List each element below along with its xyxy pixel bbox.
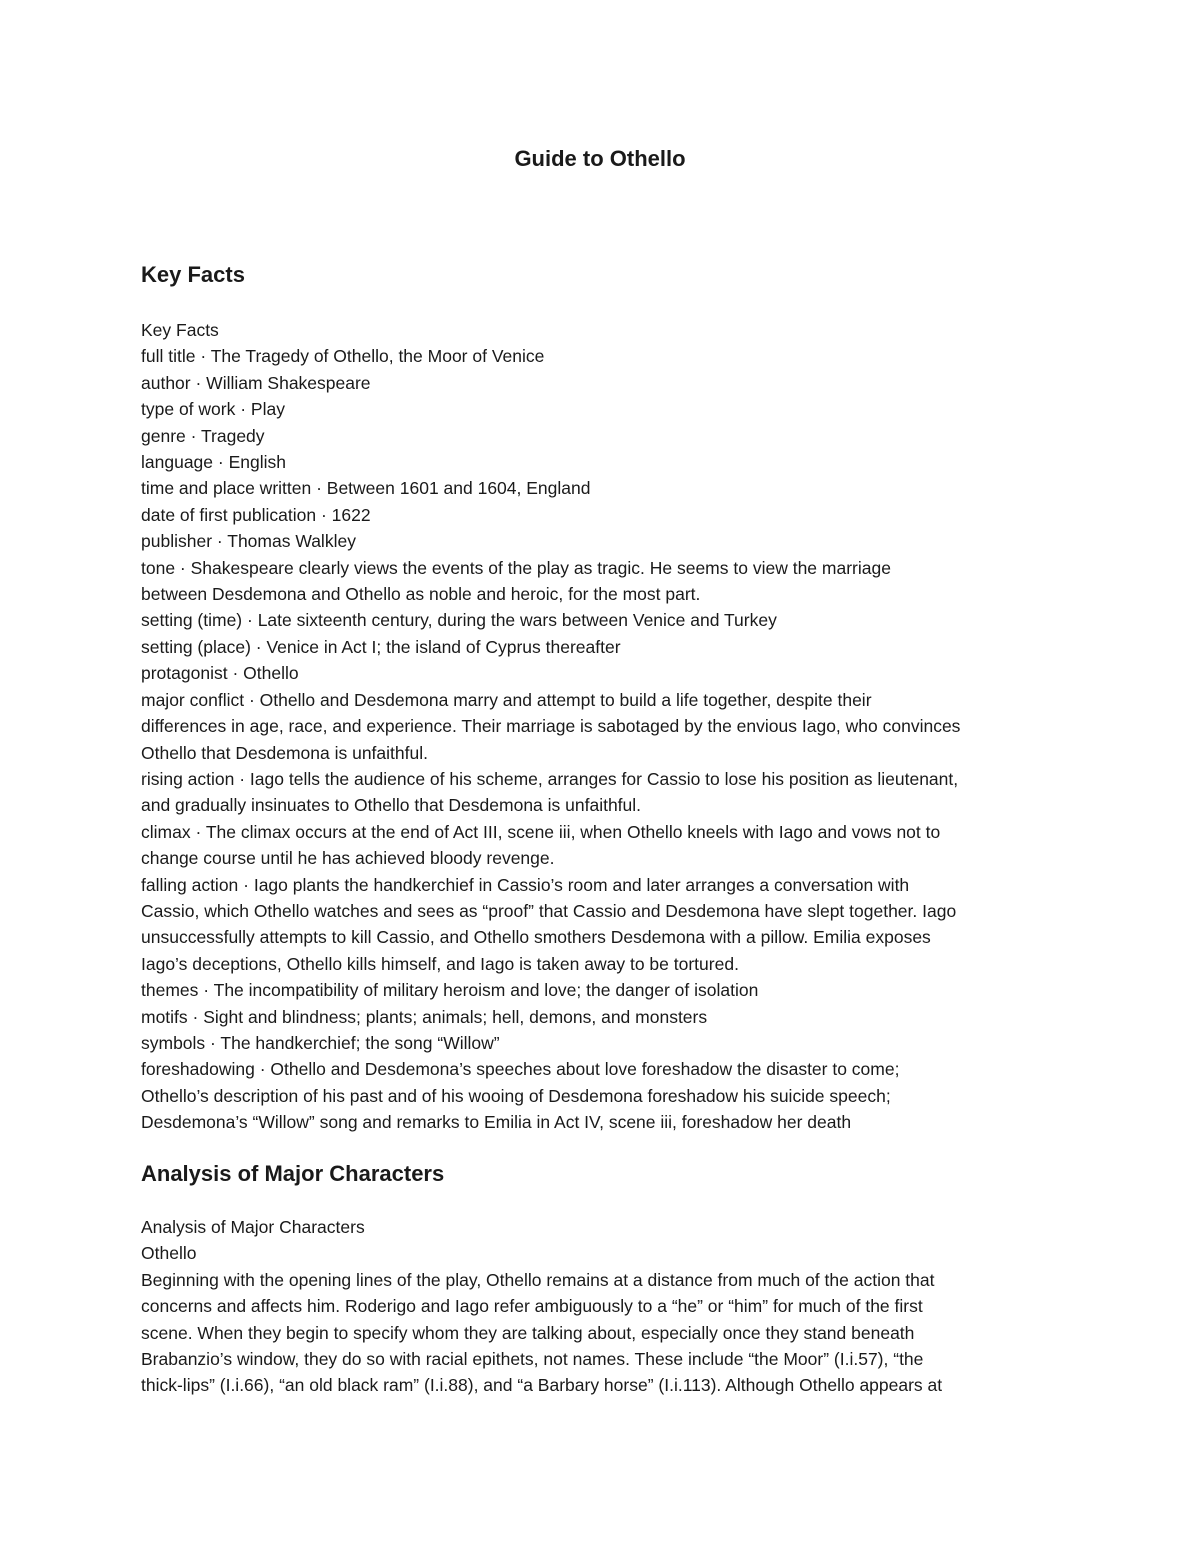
key-facts-line: setting (time) · Late sixteenth century, during the wars between Venice and Turkey: [141, 610, 777, 631]
analysis-line: thick-lips” (I.i.66), “an old black ram” (I.i.88), and “a Barbary horse” (I.i.113). Although Othello appears at: [141, 1375, 943, 1396]
key-facts-line: differences in age, race, and experience. Their marriage is sabotaged by the envious Iago, who convinces: [141, 716, 961, 737]
key-facts-line: symbols · The handkerchief; the song “Willow”: [141, 1032, 500, 1053]
key-facts-line: protagonist · Othello: [141, 663, 299, 684]
key-facts-line: unsuccessfully attempts to kill Cassio, and Othello smothers Desdemona with a pillow. Emilia exposes: [141, 927, 931, 948]
key-facts-line: date of first publication · 1622: [141, 504, 371, 525]
key-facts-line: Cassio, which Othello watches and sees as “proof” that Cassio and Desdemona have slept together. Iago: [141, 900, 957, 921]
analysis-subheading: Analysis of Major Characters: [141, 1217, 365, 1237]
key-facts-line: themes · The incompatibility of military heroism and love; the danger of isolation: [141, 980, 759, 1001]
analysis-line: Beginning with the opening lines of the play, Othello remains at a distance from much of the action that: [141, 1269, 935, 1290]
key-facts-line: Key Facts: [141, 320, 219, 340]
key-facts-line: change course until he has achieved bloody revenge.: [141, 848, 555, 869]
key-facts-line: Othello that Desdemona is unfaithful.: [141, 742, 428, 763]
key-facts-heading: Key Facts: [141, 262, 245, 287]
analysis-body: [141, 1214, 1076, 1399]
key-facts-line: setting (place) · Venice in Act I; the island of Cyprus thereafter: [141, 636, 621, 657]
key-facts-line: falling action · Iago plants the handkerchief in Cassio’s room and later arranges a conversation with: [141, 874, 910, 895]
analysis-line: concerns and affects him. Roderigo and Iago refer ambiguously to a “he” or “him” for much of the first: [141, 1296, 923, 1317]
character-name: Othello: [141, 1243, 197, 1264]
analysis-line: scene. When they begin to specify whom they are talking about, especially once they stand beneath: [141, 1322, 915, 1343]
key-facts-line: publisher · Thomas Walkley: [141, 531, 356, 552]
key-facts-line: major conflict · Othello and Desdemona marry and attempt to build a life together, despite their: [141, 689, 872, 710]
analysis-line: Brabanzio’s window, they do so with racial epithets, not names. These include “the Moor” (I.i.57), “the: [141, 1349, 924, 1370]
key-facts-line: full title · The Tragedy of Othello, the Moor of Venice: [141, 346, 545, 367]
key-facts-line: tone · Shakespeare clearly views the events of the play as tragic. He seems to view the marriage: [141, 557, 891, 578]
key-facts-line: motifs · Sight and blindness; plants; animals; hell, demons, and monsters: [141, 1006, 708, 1027]
key-facts-line: foreshadowing · Othello and Desdemona’s speeches about love foreshadow the disaster to come;: [141, 1059, 900, 1080]
key-facts-line: Desdemona’s “Willow” song and remarks to Emilia in Act IV, scene iii, foreshadow her death: [141, 1112, 852, 1133]
key-facts-line: type of work · Play: [141, 399, 285, 420]
key-facts-line: climax · The climax occurs at the end of Act III, scene iii, when Othello kneels with Iago and vows not to: [141, 821, 941, 842]
key-facts-line: time and place written · Between 1601 and 1604, England: [141, 478, 591, 499]
key-facts-line: rising action · Iago tells the audience of his scheme, arranges for Cassio to lose his position as lieutenant,: [141, 768, 959, 789]
key-facts-line: and gradually insinuates to Othello that Desdemona is unfaithful.: [141, 795, 642, 816]
key-facts-line: Iago’s deceptions, Othello kills himself, and Iago is taken away to be tortured.: [141, 953, 739, 974]
key-facts-line: between Desdemona and Othello as noble and heroic, for the most part.: [141, 584, 701, 605]
key-facts-list: [141, 317, 1076, 1136]
key-facts-line: genre · Tragedy: [141, 425, 265, 446]
document-title: Guide to Othello: [514, 146, 686, 171]
key-facts-line: language · English: [141, 452, 286, 473]
key-facts-line: author · William Shakespeare: [141, 372, 371, 393]
analysis-heading: Analysis of Major Characters: [141, 1161, 445, 1186]
key-facts-line: Othello’s description of his past and of his wooing of Desdemona foreshadow his suicide speech;: [141, 1085, 891, 1106]
